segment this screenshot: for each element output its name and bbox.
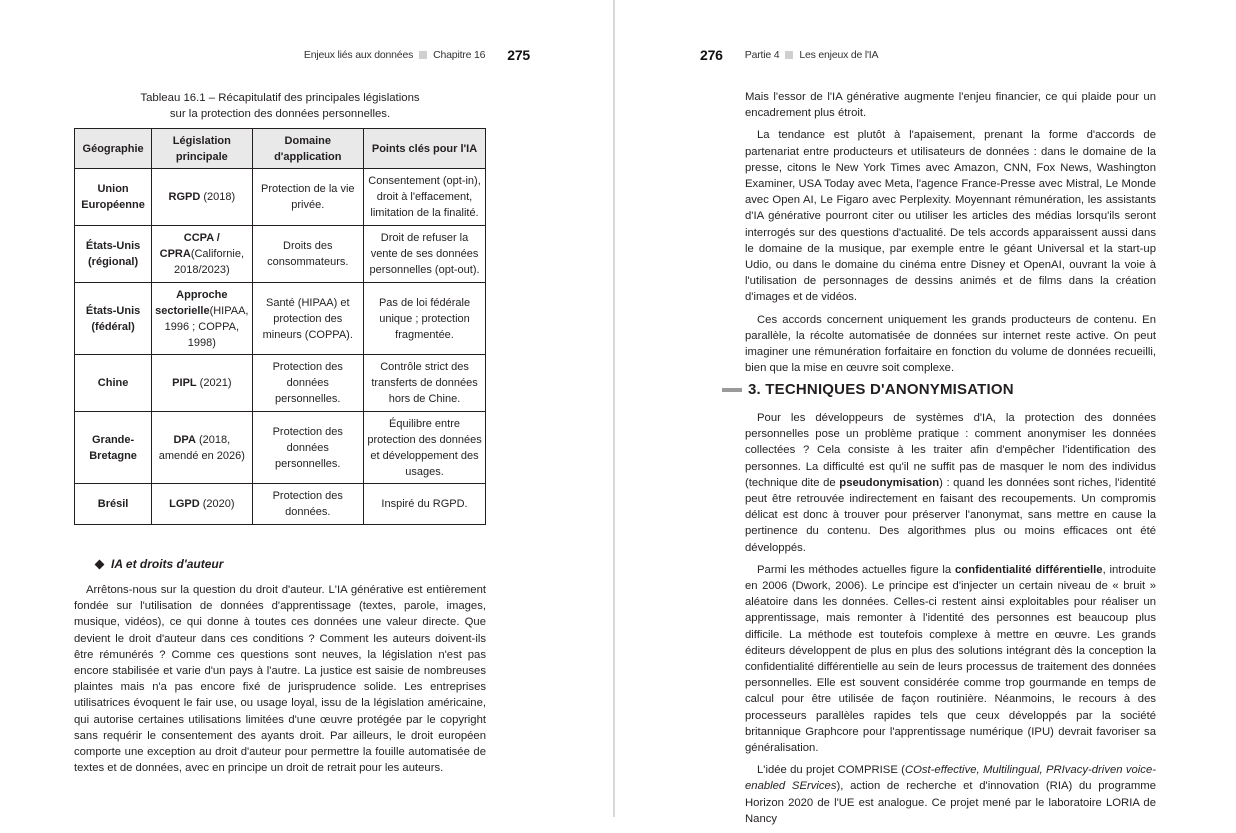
page-number: 276 [700,47,723,63]
cell-text: LGPD [169,498,200,510]
cell-legislation [152,226,252,283]
cell-text: Union Européenne [81,183,145,211]
cell-text: (fédéral) [91,320,135,333]
bold-term: confidentialité différentielle [955,563,1103,576]
cell-text: Équilibre entre protection des données et développement des usages. [367,417,482,478]
cell-key-points [364,283,486,355]
caption-line: sur la protection des données personnelles. [169,108,391,120]
cell-text: PIPL [172,377,197,389]
italic-term: COst-effective, Multilingual, PRIvacy-driven voice-enabled SErvices [745,764,1156,793]
page-header [700,47,878,63]
cell-geography [75,226,152,283]
paragraph: Mais l'essor de l'IA générative augmente l'enjeu financier, ce qui plaide pour un encadrement plus étroit. [745,91,1156,120]
cell-text: CCPA / CPRA [159,232,220,260]
cell-legislation [152,484,252,525]
table-caption [74,90,486,122]
cell-text: Brésil [97,498,129,510]
paragraph: Ces accords concernent uniquement les grands producteurs de contenu. En parallèle, la récolte automatisée de données sur internet reste active. On peut imaginer une rémunération forfaitaire en fonction du volume de données recueilli, bien que la mise en œuvre soit complexe. [745,313,1156,375]
column-header: Points clés pour l'IA [364,129,486,169]
section-heading [722,381,1014,398]
cell-geography [75,169,152,226]
page-header [304,47,530,63]
legislation-table [74,128,486,525]
cell-text: Chine [97,377,129,389]
cell-text: Protection des données. [272,490,343,518]
table-row [75,283,486,355]
page-number: 275 [507,47,530,63]
header-section: Enjeux liés aux données [303,49,414,61]
cell-text: (2021) [196,377,232,389]
cell-key-points [364,226,486,283]
caption-line: Tableau 16.1 – Récapitulatif des principales législations [140,92,420,104]
paragraph: Arrêtons-nous sur la question du droit d'auteur. L'IA générative est entièrement fondée sur l'utilisation de données d'apprentissage (textes, parole, images, musique, vidéos), ce qui donne à toutes ces données une valeur directe. Que devient le droit d'auteur dans ces conditions ? Comment les auteurs doivent-ils être rémunérés ? Comme ces questions sont neuves, la législation n'est pas encore stabilisée et varie d'un pays à l'autre. La justice est saisie de nombreuses plaintes mais n'a pas encore fixé de jurisprudence solide. Les entreprises utilisatrices évoquent le fair use, ou usage loyal, issu de la législation américaine, qui autorise certaines utilisations limitées d'une œuvre protégée par le copyright sans requérir le consentement des ayants droit. Par ailleurs, le droit européen comporte une exception au droit d'auteur pour permettre la fouille automatisée de textes et de données, avec en principe un droit de retrait pour les auteurs. [74,584,486,775]
cell-text: RGPD [168,191,201,203]
table-row [75,412,486,484]
cell-domain [252,283,364,355]
cell-text: Santé (HIPAA) et protection des mineurs (COPPA). [262,296,353,341]
cell-text: États-Unis [85,240,141,252]
cell-legislation [152,283,252,355]
section-heading [96,557,223,571]
header-part: Partie 4 [744,49,780,61]
text-run: Pour les développeurs de systèmes d'IA, la protection des données personnelles pose un problème pratique : comment anonymiser les données collectées ? Cela consiste à les traiter afin d'empêcher l'identification des personnes. La difficulté est qu'il ne suffit pas de masquer le nom des individus (technique dite de [745,412,1156,489]
section-title: IA et droits d'auteur [111,557,224,571]
text-run: L'idée du projet COMPRISE ( [757,764,905,777]
cell-text: Inspiré du RGPD. [381,498,468,510]
table-row [75,484,486,525]
column-header: Domaine d'application [252,129,364,169]
header-chapter: Chapitre 16 [433,49,486,61]
body-text [745,410,1156,833]
cell-geography [75,484,152,525]
cell-key-points [364,169,486,226]
cell-geography [75,355,152,412]
cell-legislation [152,169,252,226]
cell-domain [252,484,364,525]
cell-geography [75,412,152,484]
cell-text: Contrôle strict des transferts de données hors de Chine. [371,361,478,405]
left-page [0,0,614,817]
cell-text: Consentement (opt-in), droit à l'effacement, limitation de la finalité. [368,175,481,219]
heading-bar-icon [722,388,742,392]
cell-legislation [152,355,252,412]
cell-text: (2018, amendé en 2026) [158,433,245,462]
cell-domain [252,355,364,412]
text-run: ), action de recherche et d'innovation (RIA) du programme Horizon 2020 de l'UE est analogue. Ce projet mené par le laboratoire LORIA de Nancy [745,780,1156,825]
cell-key-points [364,412,486,484]
table-row [75,226,486,283]
cell-text: DPA [173,433,196,446]
cell-text: Grande-Bretagne [89,433,137,462]
cell-text: États-Unis [85,304,141,317]
cell-geography [75,283,152,355]
cell-text: (Californie, 2018/2023) [173,248,244,276]
paragraph [745,410,1156,556]
cell-key-points [364,355,486,412]
paragraph: La tendance est plutôt à l'apaisement, prenant la forme d'accords de partenariat entre producteurs et utilisateurs de données : dans le domaine de la presse, citons le New York Times avec Amazon, CNN, Fox News, Washington Examiner, USA Today avec Meta, l'agence France-Presse avec Mistral, Le Monde avec Open AI, Le Figaro avec Perplexity. Moyennant rémunération, les assistants d'IA générative pourront citer ou utiliser les articles des médias lorsqu'ils seront interrogés sur des questions d'actualité. De tels accords apparaissent aussi dans le domaine de la musique, par exemple entre le géant Universal et la start-up Udio, ou dans le domaine du cinéma entre Disney et OpenAI, ouvrant la voie à l'utilisation de personnages de dessins animés et de films dans la création d'images et de vidéos. [745,129,1156,304]
text-run: ) : quand les données sont riches, l'identité peut être retrouvée indirectement en faisant des recoupements. Un compromis délicat est donc à trouver pour préserver l'anonymat, sans mettre en cause la pertinence du contenu. Des algorithmes plus ou moins efficaces ont été développés. [745,476,1157,554]
cell-text: (2020) [199,498,235,510]
cell-domain [252,226,364,283]
cell-domain [252,412,364,484]
cell-text: Approche sectorielle [155,288,228,317]
cell-text: (2018) [200,191,236,203]
cell-text: Protection des données personnelles. [272,361,343,405]
bold-term: pseudonymisation [839,476,940,489]
cell-text: Droit de refuser la vente de ses données personnelles (opt-out). [369,232,480,276]
cell-text: Droits des consommateurs. [267,240,349,268]
header-separator [419,51,427,59]
table-header-row [75,129,486,169]
table-row [75,169,486,226]
column-header: Législation principale [152,129,252,169]
cell-legislation [152,412,252,484]
column-header: Géographie [75,129,152,169]
cell-text: (régional) [88,256,139,268]
text-run: , introduite en 2006 (Dwork, 2006). Le principe est d'injecter un certain niveau de « bruit » aléatoire dans les données. Celles-ci restent ainsi exploitables pour réaliser un apprentissage, mais remonter à l'identité des personnes est beaucoup plus difficile. La méthode est toutefois complexe à mettre en œuvre. Les grands éditeurs développent de plus en plus des solutions intégrant dès la conception la confidentialité différentielle au sein de leurs processus de traitement des données personnelles. Elle est souvent considérée comme trop gourmande en temps de calcul pour être utilisée de façon routinière. Néanmoins, le recours à des processeurs parallèles rapides tels que ceux développés par la société britannique Graphcore pour l'apprentissage numérique (IPU) devrait favoriser sa généralisation. [745,563,1156,755]
paragraph [745,562,1156,756]
header-title: Les enjeux de l'IA [799,49,879,61]
paragraph [745,762,1156,827]
cell-text: Pas de loi fédérale unique ; protection fragmentée. [378,296,471,341]
section-title: 3. TECHNIQUES D'ANONYMISATION [748,381,1014,398]
diamond-bullet-icon [95,559,105,569]
cell-text: Protection des données personnelles. [272,425,343,470]
text-run: Parmi les méthodes actuelles figure la [757,563,956,576]
header-separator [785,51,793,59]
cell-text: Protection de la vie privée. [260,183,355,211]
cell-text: (HIPAA, 1996 ; COPPA, 1998) [164,304,249,349]
body-text [745,89,1156,382]
cell-key-points [364,484,486,525]
table-row [75,355,486,412]
body-text [74,582,486,782]
cell-domain [252,169,364,226]
